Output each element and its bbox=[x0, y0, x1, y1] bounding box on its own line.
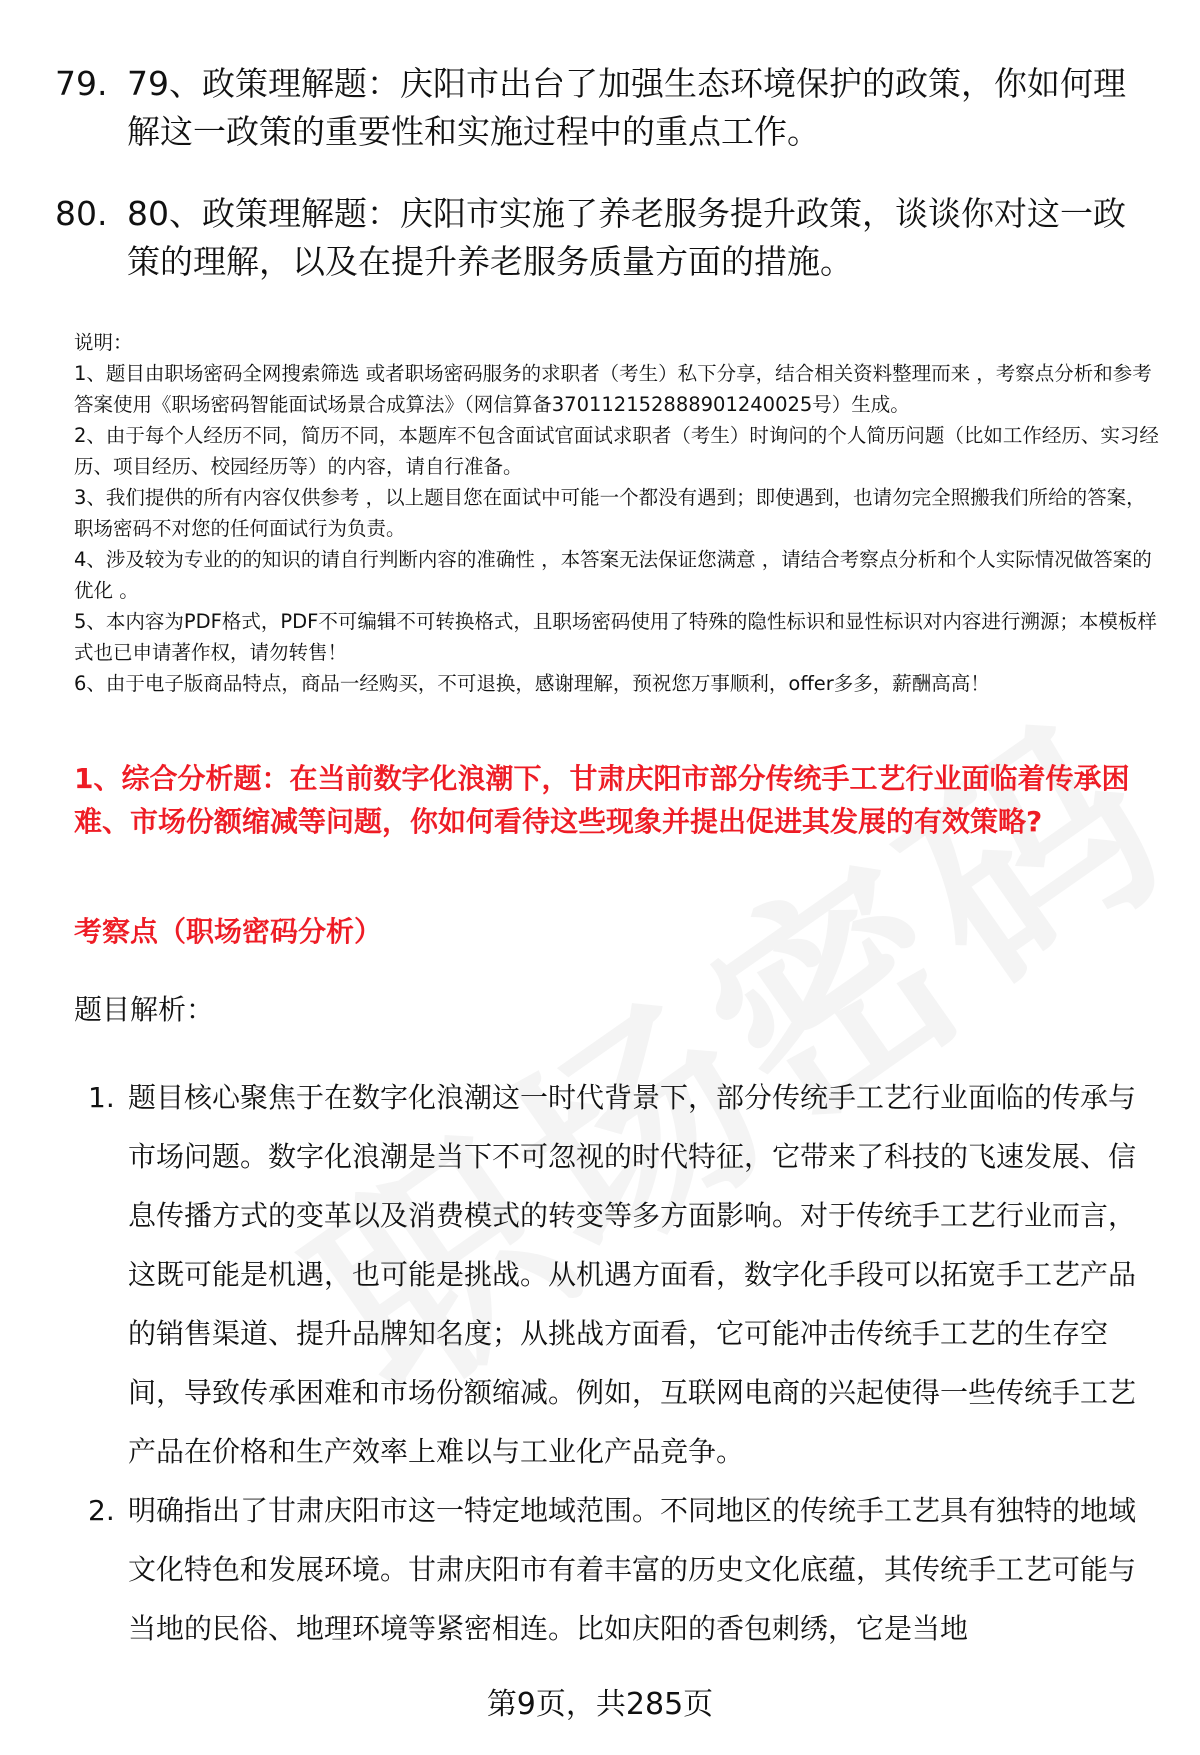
question-item bbox=[55, 190, 1155, 286]
note-item: 3、我们提供的所有内容仅供参考 ，以上题目您在面试中可能一个都没有遇到；即使遇到，也请勿完全照搬我们所给的答案，职场密码不对您的任何面试行为负责。 bbox=[74, 486, 1146, 540]
note-item: 4、涉及较为专业的的知识的请自行判断内容的准确性 ，本答案无法保证您满意 ，请结合考察点分析和个人实际情况做答案的优化 。 bbox=[74, 548, 1152, 602]
analysis-number: 1. bbox=[88, 1081, 115, 1114]
question-text: 79、政策理解题：庆阳市出台了加强生态环境保护的政策，你如何理解这一政策的重要性和实施过程中的重点工作。 bbox=[127, 64, 1126, 151]
question-number: 80. bbox=[55, 194, 108, 233]
analysis-item bbox=[88, 1068, 1148, 1481]
note-item: 5、本内容为PDF格式，PDF不可编辑不可转换格式，且职场密码使用了特殊的隐性标识和显性标识对内容进行溯源；本模板样式也已申请著作权，请勿转售！ bbox=[74, 610, 1157, 664]
notes-section bbox=[74, 327, 1164, 699]
analysis-item bbox=[88, 1481, 1148, 1658]
main-question-title: 1、综合分析题：在当前数字化浪潮下，甘肃庆阳市部分传统手工艺行业面临着传承困难、市场份额缩减等问题，你如何看待这些现象并提出促进其发展的有效策略? bbox=[74, 762, 1130, 838]
question-item bbox=[55, 60, 1155, 156]
analysis-list bbox=[88, 1068, 1148, 1658]
note-item: 2、由于每个人经历不同，简历不同，本题库不包含面试官面试求职者（考生）时询问的个人简历问题（比如工作经历、实习经历、项目经历、校园经历等）的内容，请自行准备。 bbox=[74, 424, 1159, 478]
analysis-number: 2. bbox=[88, 1494, 115, 1527]
analysis-text: 题目核心聚焦于在数字化浪潮这一时代背景下，部分传统手工艺行业面临的传承与市场问题。数字化浪潮是当下不可忽视的时代特征，它带来了科技的飞速发展、信息传播方式的变革以及消费模式的转变等多方面影响。对于传统手工艺行业而言，这既可能是机遇，也可能是挑战。从机遇方面看，数字化手段可以拓宽手工艺产品的销售渠道、提升品牌知名度；从挑战方面看，它可能冲击传统手工艺的生存空间，导致传承困难和市场份额缩减。例如，互联网电商的兴起使得一些传统手工艺产品在价格和生产效率上难以与工业化产品竞争。 bbox=[128, 1081, 1137, 1468]
note-item: 1、题目由职场密码全网搜索筛选 或者职场密码服务的求职者（考生）私下分享，结合相关资料整理而来 ，考察点分析和参考答案使用《职场密码智能面试场景合成算法》（网信算备370112152888901240025号）生成。 bbox=[74, 362, 1152, 416]
section-title: 考察点（职场密码分析） bbox=[74, 915, 383, 948]
note-item: 6、由于电子版商品特点，商品一经购买，不可退换，感谢理解，预祝您万事顺利，offer多多，薪酬高高！ bbox=[74, 672, 990, 695]
notes-heading: 说明： bbox=[74, 331, 133, 354]
question-list bbox=[55, 60, 1155, 320]
page-footer: 第9页，共285页 bbox=[486, 1687, 714, 1722]
question-number: 79. bbox=[55, 64, 108, 103]
analysis-label: 题目解析： bbox=[74, 993, 215, 1026]
question-text: 80、政策理解题：庆阳市实施了养老服务提升政策，谈谈你对这一政策的理解，以及在提升养老服务质量方面的措施。 bbox=[127, 194, 1126, 281]
analysis-text: 明确指出了甘肃庆阳市这一特定地域范围。不同地区的传统手工艺具有独特的地域文化特色和发展环境。甘肃庆阳市有着丰富的历史文化底蕴，其传统手工艺可能与当地的民俗、地理环境等紧密相连。比如庆阳的香包刺绣，它是当地 bbox=[128, 1494, 1137, 1645]
